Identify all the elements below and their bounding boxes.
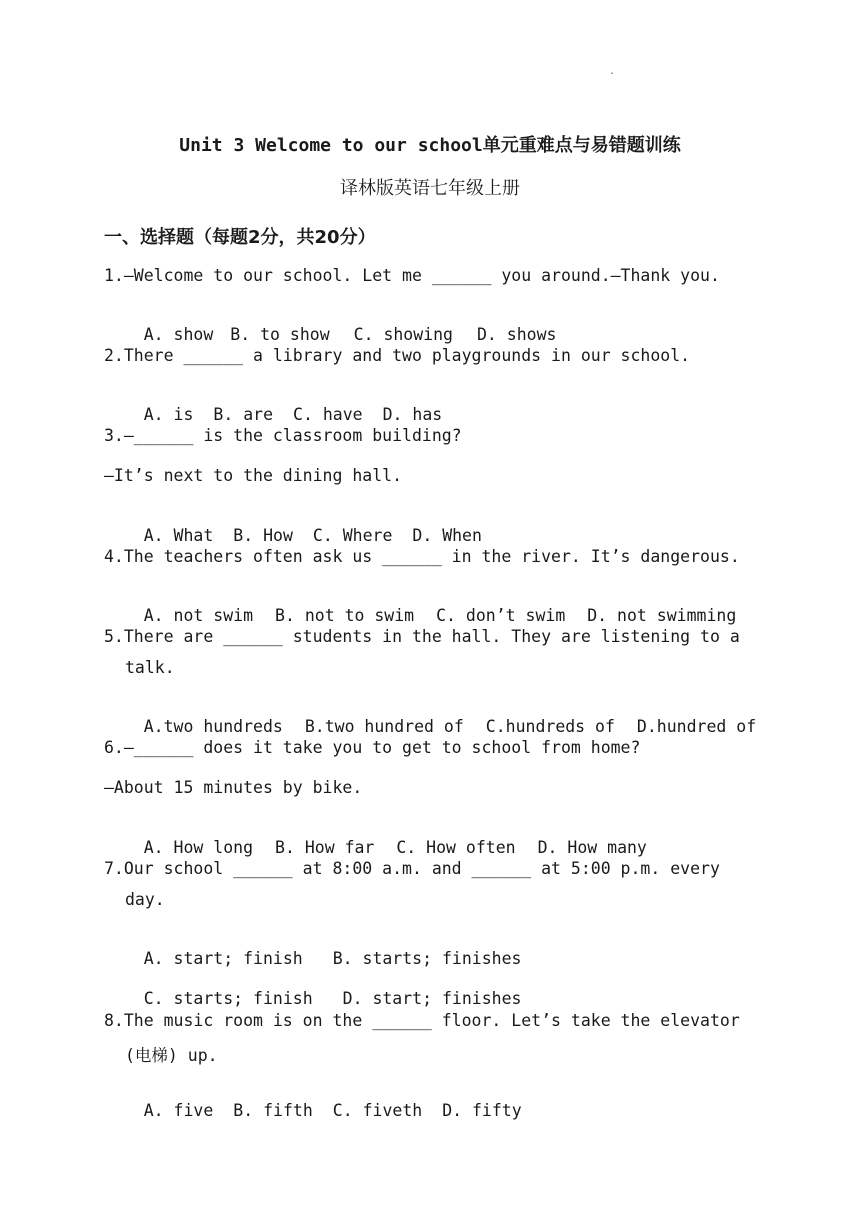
option-a: A.two hundreds — [143, 717, 283, 736]
question-1-stem: 1.—Welcome to our school. Let me ______ you around.—Thank you. — [104, 266, 720, 285]
option-d: D. How many — [537, 838, 647, 857]
question-5-stem-continued: talk. — [125, 658, 175, 677]
question-8-stem: 8.The music room is on the ______ floor. Let’s take the elevator — [104, 1011, 740, 1030]
option-c: C. fiveth — [332, 1101, 423, 1120]
option-c: C. showing — [353, 325, 453, 344]
option-b: B. not to swim — [275, 606, 415, 625]
question-6-stem: 6.—______ does it take you to get to school from home? — [104, 738, 641, 757]
option-d: D. shows — [476, 325, 557, 344]
option-b: B. are — [213, 405, 274, 424]
question-8-options — [104, 1082, 522, 1139]
option-d: D. When — [412, 526, 482, 545]
option-c: C. starts; finish — [143, 989, 313, 1008]
option-a: A. is — [143, 405, 194, 424]
option-a: A. five — [143, 1101, 214, 1120]
question-8-stem-continued: (电梯) up. — [125, 1046, 218, 1065]
option-b: B. to show — [230, 325, 330, 344]
option-d: D. start; finishes — [342, 989, 522, 1008]
option-b: B. How — [233, 526, 293, 545]
page-mark: . — [609, 66, 616, 77]
question-3-stem: 3.—______ is the classroom building? — [104, 426, 462, 445]
document-subtitle: 译林版英语七年级上册 — [340, 178, 520, 199]
option-b: B. How far — [275, 838, 375, 857]
option-a: A. not swim — [143, 606, 254, 625]
option-d: D. has — [382, 405, 443, 424]
question-4-stem: 4.The teachers often ask us ______ in the river. It’s dangerous. — [104, 547, 740, 566]
option-d: D. not swimming — [587, 606, 737, 625]
option-a: A. show — [143, 325, 214, 344]
section-heading: 一、选择题（每题2分，共20分） — [104, 227, 376, 248]
question-5-stem: 5.There are ______ students in the hall. They are listening to a — [104, 627, 740, 646]
option-d: D.hundred of — [636, 717, 757, 736]
option-b: B. starts; finishes — [332, 949, 522, 968]
document-title: Unit 3 Welcome to our school单元重难点与易错题训练 — [179, 135, 681, 156]
question-7-stem: 7.Our school ______ at 8:00 a.m. and ______ at 5:00 p.m. every — [104, 859, 720, 878]
question-3-answer-line: —It’s next to the dining hall. — [104, 466, 403, 485]
option-b: B.two hundred of — [304, 717, 464, 736]
question-7-stem-continued: day. — [125, 890, 165, 909]
option-c: C. How often — [396, 838, 516, 857]
option-a: A. start; finish — [143, 949, 303, 968]
question-2-stem: 2.There ______ a library and two playgrounds in our school. — [104, 346, 691, 365]
option-c: C.hundreds of — [485, 717, 615, 736]
question-6-answer-line: —About 15 minutes by bike. — [104, 778, 363, 797]
option-a: A. What — [143, 526, 214, 545]
option-c: C. don’t swim — [436, 606, 566, 625]
option-d: D. fifty — [442, 1101, 522, 1120]
option-b: B. fifth — [233, 1101, 313, 1120]
option-c: C. Where — [312, 526, 393, 545]
option-a: A. How long — [143, 838, 254, 857]
option-c: C. have — [293, 405, 363, 424]
